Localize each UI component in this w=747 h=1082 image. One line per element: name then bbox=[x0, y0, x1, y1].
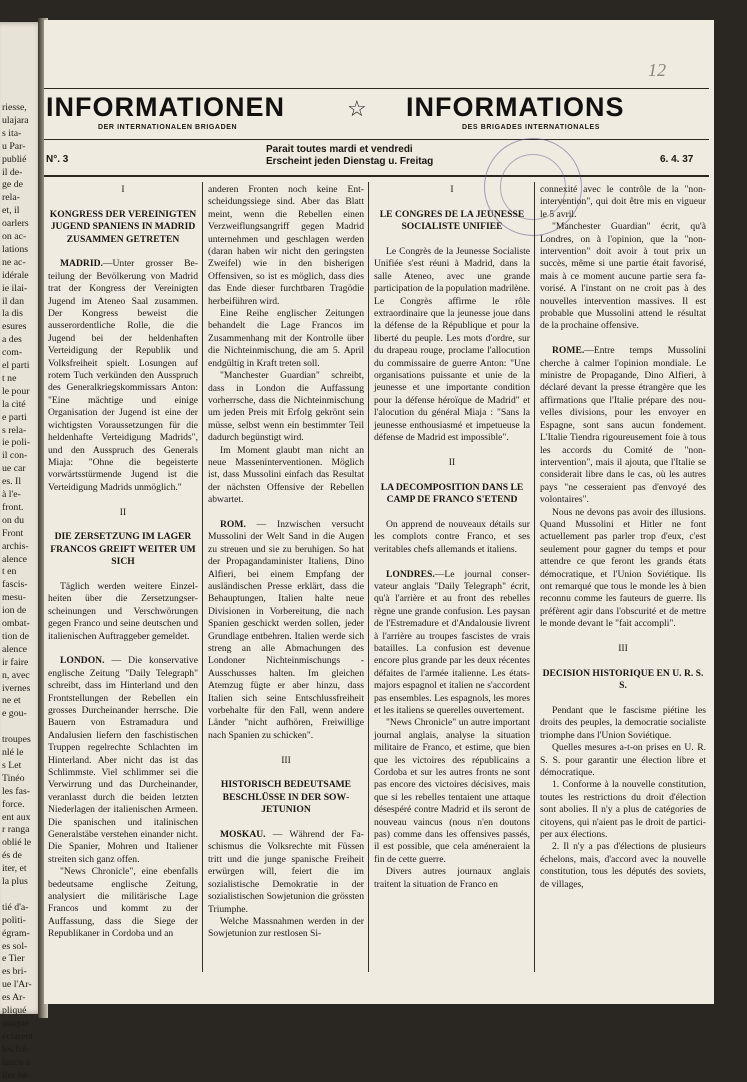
fragment-line: les fas- bbox=[2, 786, 30, 799]
column-french-1 bbox=[374, 184, 530, 999]
masthead-top-rule bbox=[44, 88, 709, 89]
fragment-line: il de- bbox=[2, 167, 22, 180]
fragment-line: à l'e- bbox=[2, 489, 21, 502]
pencil-note: 12 bbox=[648, 60, 666, 81]
fragment-line: les fré- bbox=[2, 1044, 29, 1057]
fragment-line: tié d'a- bbox=[2, 902, 29, 915]
body-text: — Die konservative englische Zeitung "Daily Telegraph" schreibt, dass im Hinterland und den Frontstellungen der Rebellen ein grosses Durcheinander herrsche. Die Bauern von Estramadura und Andalusien liefern den faschistischen Truppen regelrechte Schlachten im Hinterland. Aber nicht das ist das Schlimmste. Viel schlimmer sei die Verwirrung und das Durcheinander, veranlasst durch die beiden letzten Niederlagen der italienischen Armeen. Die spanischen und italinischen Generalstäbe verstehen einander nicht. Die Spanier, Mohren und Italiener streiten sich ganz offen. bbox=[48, 655, 198, 865]
dateline: MOSKAU. bbox=[220, 829, 266, 840]
fragment-line: alence bbox=[2, 644, 27, 657]
dateline: ROME. bbox=[552, 345, 584, 356]
fragment-line: politi- bbox=[2, 915, 26, 928]
header-bottom-rule bbox=[44, 175, 709, 177]
title-french: INFORMATIONS bbox=[406, 92, 624, 123]
subtitle-german: DER INTERNATIONALEN BRIGADEN bbox=[98, 124, 237, 131]
fragment-line: ne et bbox=[2, 695, 21, 708]
headline: LA DECOMPOSITION DANS LE CAMP DE FRANCO S'ETEND bbox=[374, 482, 530, 507]
fragment-line: Front bbox=[2, 528, 23, 541]
paragraph bbox=[208, 519, 364, 742]
fragment-line: unique bbox=[2, 1018, 29, 1031]
fragment-line: nlé le bbox=[2, 747, 24, 760]
headline: LE CONGRES DE LA JEUNESSE SOCIALISTE UNIFIEE bbox=[374, 209, 530, 234]
fragment-line: ie ilai- bbox=[2, 283, 27, 296]
headline: HISTORISCH BEDEUTSAME BESCHLÜSSE IN DER SOWJETUNION bbox=[208, 779, 364, 816]
headline: DECISION HISTORIQUE EN U. R. S. S. bbox=[540, 668, 706, 693]
fragment-line: el parti bbox=[2, 360, 29, 373]
fragment-line: troupes bbox=[2, 734, 31, 747]
fragment-line: es bri- bbox=[2, 966, 27, 979]
body-text: — Während der Faschismus die Volksrechte mit Füssen tritt und die junge spanische Freiheit erwürgen will, feiert die im sozialistische Demokratie in der sozialistischen Sowjetunion die grössten Triumphe. bbox=[208, 829, 364, 914]
paragraph: Quelles mesures a-t-on prises en U. R. S. S. pour garantir une élection libre et démocratique. bbox=[540, 742, 706, 779]
fragment-line: il con- bbox=[2, 450, 27, 463]
fragment-line: es Ar- bbox=[2, 992, 25, 1005]
fragment-line: t ne bbox=[2, 373, 16, 386]
fragment-line: tion de bbox=[2, 631, 29, 644]
paragraph bbox=[48, 258, 198, 494]
fragment-line: u Par- bbox=[2, 141, 25, 154]
fragment-line: ivernes bbox=[2, 683, 30, 696]
fragment-line: pliqué bbox=[2, 1005, 27, 1018]
dateline: LONDON. bbox=[60, 655, 105, 666]
fragment-line: ion de bbox=[2, 605, 26, 618]
fragment-line: ue l'Ar- bbox=[2, 979, 32, 992]
paragraph: Eine Reihe englischer Zeitungen behandelt die Lage Francos im Zusammenhang mit der Kontrolle über die Nichteinmischung, die am 5. April endgültig in Kraft treten soll. bbox=[208, 308, 364, 370]
column-rule bbox=[534, 182, 535, 972]
fragment-line: alence bbox=[2, 554, 27, 567]
issue-number: N°. 3 bbox=[46, 154, 68, 165]
paragraph bbox=[374, 569, 530, 718]
fragment-line: on du bbox=[2, 515, 24, 528]
fragment-line: front. bbox=[2, 502, 24, 515]
masthead-rule bbox=[44, 139, 709, 140]
dateline: LONDRES. bbox=[386, 569, 435, 580]
section-number: II bbox=[374, 457, 530, 469]
body-text: —Entre temps Mussolini cherche à calmer l'opinion mondiale. Le ministre de Propagande, Dino Alfieri, à déclaré devant la presse étrangère que les affirmations que l'Italie prépare des nouvelles divisions, pour les envoyer en Espagne, sont sans aucun fondement. L'Italie Tiendra rigoureusement foie à tous les accords du Comité de "non-intervention", mais il ajouta, que l'Italie se considerait libre dans le cas, où les autres pays "ne cesseraient pas d'envoyé des volontaires". bbox=[540, 345, 706, 505]
paragraph: "News Chronicle" un autre important journal anglais, analyse la situation militaire de Franco, et estime, que bien que les victoires des républicains a Cordoba et sur les autres fronts ne sont pas encore des victoires décisives, mais que si les rebelles tentaient une attaque désespéré contre Madrid et ils seront de nouveau vaincus (nous n'en doutons pas) comme dans les offensives passés, il est possible, que cela améneraient la fin de cette guerre. bbox=[374, 717, 530, 866]
fragment-line: e Tier bbox=[2, 953, 25, 966]
headline: DIE ZERSETZUNG IM LAGER FRANCOS GREIFT WEITER UM SICH bbox=[48, 531, 198, 568]
paragraph bbox=[208, 829, 364, 916]
column-french-2 bbox=[540, 184, 706, 999]
subtitle-french: DES BRIGADES INTERNATIONALES bbox=[462, 124, 600, 131]
fragment-line: e gou- bbox=[2, 708, 27, 721]
fragment-line: ie poli- bbox=[2, 437, 30, 450]
paragraph: Im Moment glaubt man nicht an neue Masseninterventionen. Möglich ist, dass Mussolini einfach das Resultat der nächsten Offensive der Rebellen abwartet. bbox=[208, 445, 364, 507]
fragment-line: s ita- bbox=[2, 128, 21, 141]
fragment-line: iles hé- bbox=[2, 1070, 31, 1082]
title-german: INFORMATIONEN bbox=[46, 92, 285, 123]
fragment-line: la dis bbox=[2, 308, 23, 321]
fragment-line: lations bbox=[2, 244, 28, 257]
paragraph: On apprend de nouveaux détails sur les complots contre Franco, et ses veritables chefs allemands et italiens. bbox=[374, 519, 530, 556]
paragraph: Welche Massnahmen werden in der Sowjetunion zur restlosen Si- bbox=[208, 916, 364, 941]
section-number: II bbox=[48, 507, 198, 519]
section-number: I bbox=[374, 184, 530, 196]
fragment-line: il dan bbox=[2, 296, 24, 309]
fragment-line: és de bbox=[2, 850, 22, 863]
column-german-2 bbox=[208, 184, 364, 999]
dateline: ROM. bbox=[220, 519, 246, 530]
star-icon: ☆ bbox=[347, 96, 367, 122]
fragment-line: a des bbox=[2, 334, 22, 347]
paragraph: connexité avec le contrôle de la "non-intervention", qui doit être mis en vigueur le 5 avril. bbox=[540, 184, 706, 221]
fragment-line: éclarent bbox=[2, 1031, 33, 1044]
paragraph: "News Chronicle", eine ebenfalls bedeutsame englische Zeitung, analysiert die militärische Lage Francos und kommt zu der Auffassung, dass die Siege der Republikaner in Cordoba und an bbox=[48, 866, 198, 940]
fragment-line: idérale bbox=[2, 270, 29, 283]
fragment-line: Tinéo bbox=[2, 773, 25, 786]
paragraph bbox=[540, 345, 706, 506]
fragment-line: ge de bbox=[2, 179, 23, 192]
fragment-line: égram- bbox=[2, 928, 30, 941]
fragment-line: on ac- bbox=[2, 231, 26, 244]
fragment-line: r ranga bbox=[2, 824, 29, 837]
body-text: — Inzwischen versucht Mussolini der Welt Sand in die Augen zu streuen und sie zu beruhigen. So hat der Propagandaminister Italiens, Dino Alfieri, bei einem Empfang der ausländischen Presse erklärt, dass die Behauptungen, Italien halte neue Divisionen in Vorbereitung, die nach Spanien geschickt werden sollen, jeder Grundlage entbehren. Italien werde sich streng an alle Abmachungen des Londoner Nichteinmischungs - Ausschusses halten. Im gleichen Atemzug fügte er aber hinzu, dass Italien sich seine Entschlussfreiheit vorbehalte für den Fall, wenn andere Länder "nicht aufhören, Freiwillige nach Spanien zu schicken". bbox=[208, 519, 364, 741]
fragment-line: s Let bbox=[2, 760, 21, 773]
fragment-line: force. bbox=[2, 799, 25, 812]
fragment-line: e parti bbox=[2, 412, 27, 425]
fragment-line: ulajara bbox=[2, 115, 29, 128]
fragment-line: es sol- bbox=[2, 941, 27, 954]
column-rule bbox=[368, 182, 369, 972]
fragment-line: mesu- bbox=[2, 592, 26, 605]
fragment-line: oarlers bbox=[2, 218, 29, 231]
paragraph: anderen Fronten noch keine Entscheidungssiege sind. Aber das Blatt meint, wenn die Rebellen einen Verzweiflungsangriff gegen Madrid unternehmen und geschlagen werden (daran haben wir nicht den geringsten Zweifel) wie in den bisherigen Offensiven, so ist es möglich, dass dies das Ende dieser furchtbaren Tragödie herbeiführen wird. bbox=[208, 184, 364, 308]
fragment-line: es. Il bbox=[2, 476, 21, 489]
fragment-line: riesse, bbox=[2, 102, 27, 115]
fragment-line: n, avec bbox=[2, 670, 30, 683]
fragment-line: fascis- bbox=[2, 579, 28, 592]
column-german-1 bbox=[48, 184, 198, 999]
fragment-line: archis- bbox=[2, 541, 29, 554]
body-text: —Unter grosser Beteilung der Bevölkerung von Madrid trat der Kongress der Vereinigten Jugend im Ateneo Saal zusammen. Der Kongress beweist die ausserordentliche Rolle, die die Jugend bei der heldenhaften Verteidigung der Republik und Volksfreiheit spielt. Losungen auf rotem Tuch verkünden den Ausspruch des Generalkriegskommissars Anton: "Eine mächtige und einige Organisation der Jugend ist eine der wichtigsten Voraussetzungen für die heldenhafte Verteidigung Madrids", und den Ausspruch des Generals Miaja: "Ohne die begeisterte vorwärtsstürmende Jugend ist die Verteidigung Madrids unmöglich." bbox=[48, 258, 198, 492]
paragraph: Täglich werden weitere Einzelheiten über die Zersetzungserscheinungen und Verschwörungen gegen Franco und seine deutschen und italienischen Auftraggeber gemeldet. bbox=[48, 581, 198, 643]
publication-schedule-de: Erscheint jeden Dienstag u. Freitag bbox=[266, 156, 433, 167]
section-number: III bbox=[540, 643, 706, 655]
newspaper-page bbox=[44, 20, 714, 1004]
paragraph: 1. Conforme à la nouvelle constitution, toutes les restrictions du droit d'élection sont abolies. Il n'y a plus de catégories de citoyens, qui n'aient pas le droit de participer aux élections. bbox=[540, 779, 706, 841]
dateline: MADRID. bbox=[60, 258, 103, 269]
fragment-line: ne ac- bbox=[2, 257, 26, 270]
section-number: III bbox=[208, 755, 364, 767]
paragraph bbox=[48, 655, 198, 866]
body-text: —Le journal conservateur anglais "Daily Telegraph" écrit, qu'à l'arrière et au front des rebelles règne une grande confusion. Les paysan de l'Estremadure et d'Andalousie livrent à l'arrière au troupes fascistes de vrais batailles. La confusion est devenue encore plus grande par les deux récentes défaites de l'armée italienne. Les états-majors espagnol et italien ne s'accordent pas ensembles. Les espagnols, les mores et les italiens se querelles ouvertement. bbox=[374, 569, 530, 716]
section-number: I bbox=[48, 184, 198, 196]
fragment-line: ir faire bbox=[2, 657, 28, 670]
fragment-line: esures bbox=[2, 321, 26, 334]
fragment-line: le pour bbox=[2, 386, 29, 399]
paragraph: 2. Il n'y a pas d'élections de plusieurs échelons, mais, d'accord avec la nouvelle constitution, tous les députés des soviets, de villages, bbox=[540, 841, 706, 891]
fragment-line: et, il bbox=[2, 205, 19, 218]
fragment-line: publié bbox=[2, 154, 27, 167]
publication-schedule-fr: Parait toutes mardi et vendredi bbox=[266, 144, 413, 155]
fragment-line: oblié le bbox=[2, 837, 31, 850]
fragment-line: com- bbox=[2, 347, 22, 360]
fragment-line: rela- bbox=[2, 192, 20, 205]
fragment-line: la cité bbox=[2, 399, 26, 412]
fragment-line: la plus bbox=[2, 876, 28, 889]
issue-date: 6. 4. 37 bbox=[660, 154, 693, 165]
fragment-line: s rela- bbox=[2, 425, 26, 438]
paragraph: Le Congrès de la Jeunesse Socialiste Unifiée s'est réuni à Madrid, dans la salle Ateneo, avec une grande participation de la population madrilène. Le Congrès affirme le rôle extraordinaire que la jeunesse joue dans la défense de la République et pour la liberté du peuple. Les mots d'ordre, sur du drapeau rouge, proclame l'allocution du commissaire de guerre Anton: "Une organisations puissante et unie de la jeunesse et une importante condition pour la défense héroïque de Madrid" et l'alocution du général Miaja : "Sans la jeunesse enthousiasmé et impetueuse la défense de Madrid est impossible". bbox=[374, 246, 530, 445]
paragraph: Pendant que le fascisme piétine les droits des peuples, la democratie socialiste triomphe dans l'Union Soviétique. bbox=[540, 705, 706, 742]
column-rule bbox=[202, 182, 203, 972]
paragraph: "Manchester Guardian" écrit, qu'à Londres, on à l'opinion, que la "non-intervention" doit avoir à tout prix un succès, même si une partie était favorisé, mais à ce moment aucune partie sera favorisé. A l'instant on ne croit pas à des nouvelles intervention massives. Il est probable que Mussolini attend le résultat de la prochaine offensive. bbox=[540, 221, 706, 333]
fragment-line: ent aux bbox=[2, 812, 31, 825]
fragment-line: ue car bbox=[2, 463, 26, 476]
paragraph: Divers autres journaux anglais traitent la situation de Franco en bbox=[374, 866, 530, 891]
fragment-line: lanco a bbox=[2, 1057, 30, 1070]
fragment-line: ombat- bbox=[2, 618, 30, 631]
headline: KONGRESS DER VEREINIGTEN JUGEND SPANIENS IN MADRID ZUSAMMEN GETRETEN bbox=[48, 209, 198, 246]
paragraph: Nous ne devons pas avoir des illusions. Quand Mussolini et Hitler ne font actuellement pas parler trop d'eux, c'est seulement pour gagner du temps et pour attendre ce que feront les grands états démocratique, et l'Union Soviétique. Ils ont remarqué que tous le monde les à bien reconnu comme les fauteurs de guerre. Ils préfèrent agir dans l'obscurité et de mettre le monde devant le "fait accompli". bbox=[540, 507, 706, 631]
fragment-line: t en bbox=[2, 566, 16, 579]
fragment-line: iter, et bbox=[2, 863, 27, 876]
paragraph: "Manchester Guardian" schreibt, dass in London die Auffassung vorherrsche, dass die Nichteinmischung um jeden Preis mit Erfolg gekrönt sein müsse, selbst wenn ein bestimmter Teil dadurch begünstigt wird. bbox=[208, 370, 364, 444]
